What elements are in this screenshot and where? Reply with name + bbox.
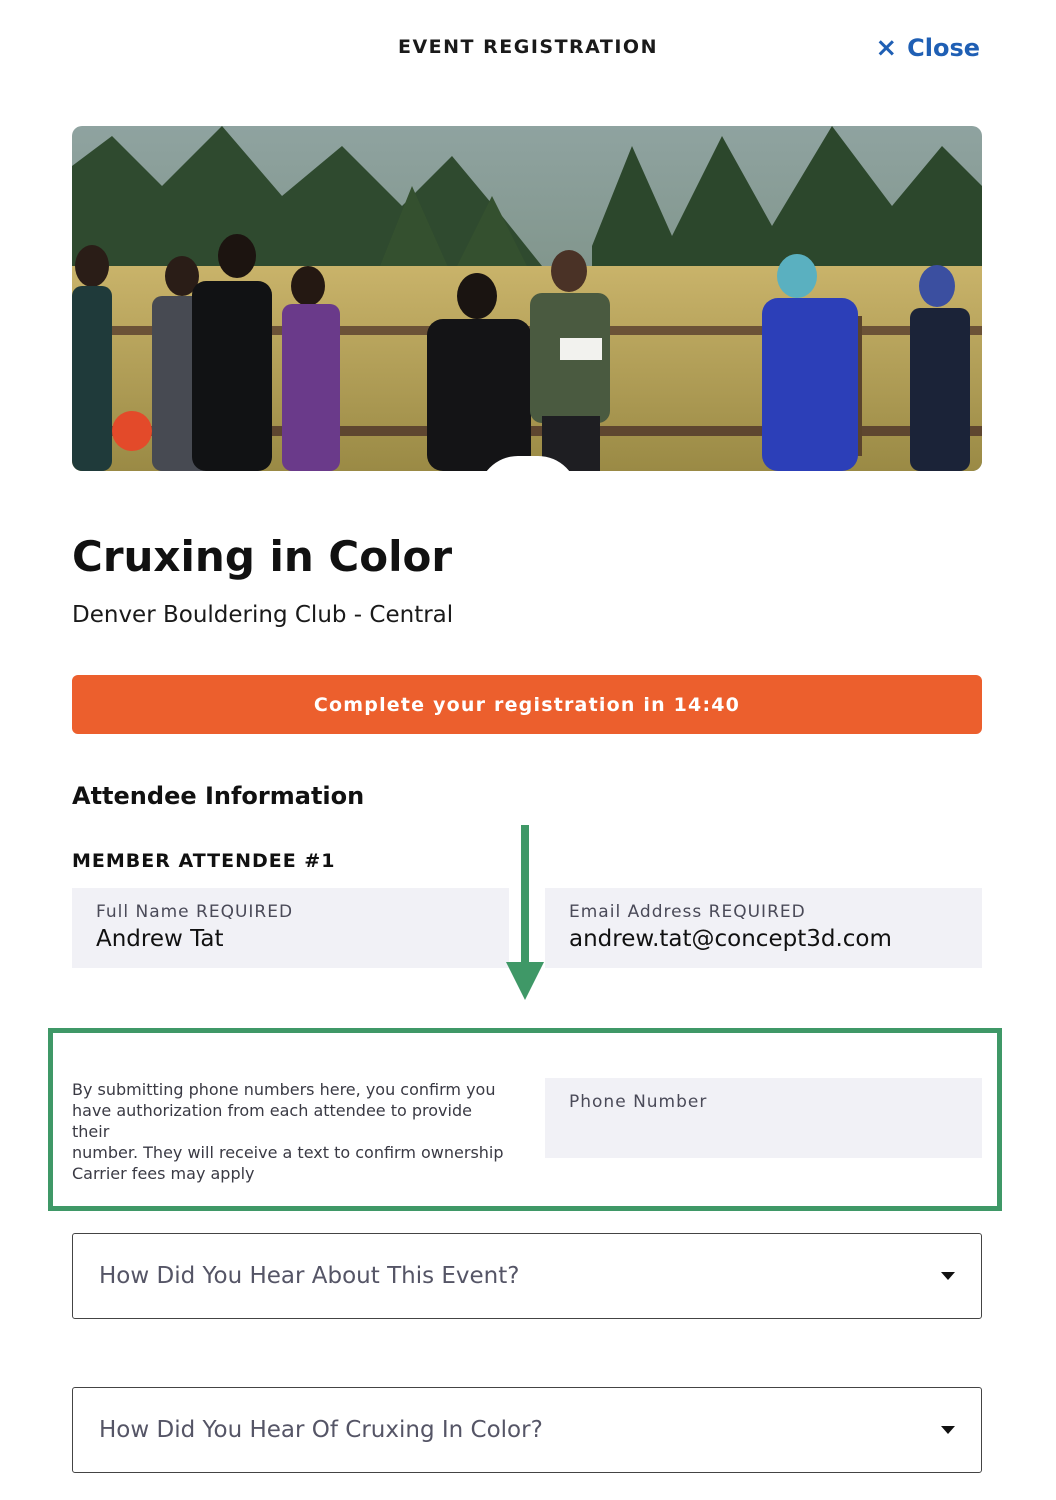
email-value[interactable]: andrew.tat@concept3d.com <box>569 926 892 952</box>
full-name-label: Full Name REQUIRED <box>96 902 294 922</box>
full-name-field[interactable] <box>72 888 509 968</box>
phone-number-field[interactable] <box>545 1078 982 1158</box>
hear-about-event-select[interactable] <box>72 1233 982 1319</box>
close-label: Close <box>907 34 980 62</box>
hear-of-cruxing-select[interactable] <box>72 1387 982 1473</box>
annotation-arrow-icon <box>500 825 550 1005</box>
event-title: Cruxing in Color <box>72 532 453 581</box>
phone-disclaimer-line: Carrier fees may apply <box>72 1164 255 1183</box>
modal-header-title: EVENT REGISTRATION <box>397 36 658 58</box>
phone-disclaimer-line: number. They will receive a text to confirm ownership <box>72 1143 504 1162</box>
hear-about-event-placeholder: How Did You Hear About This Event? <box>99 1263 520 1289</box>
email-label: Email Address REQUIRED <box>569 902 806 922</box>
event-hero-image <box>72 126 982 471</box>
email-field[interactable] <box>545 888 982 968</box>
phone-disclaimer-line: By submitting phone numbers here, you confirm you <box>72 1080 496 1099</box>
phone-disclaimer-line: have authorization from each attendee to provide their <box>72 1101 472 1141</box>
phone-number-label: Phone Number <box>569 1092 708 1112</box>
full-name-value[interactable]: Andrew Tat <box>96 926 224 952</box>
attendee-information-heading: Attendee Information <box>72 782 365 810</box>
event-location: Denver Bouldering Club - Central <box>72 602 454 628</box>
hear-of-cruxing-placeholder: How Did You Hear Of Cruxing In Color? <box>99 1417 543 1443</box>
member-attendee-heading: MEMBER ATTENDEE #1 <box>72 850 336 872</box>
close-button[interactable] <box>875 34 980 62</box>
phone-disclaimer <box>72 1079 512 1184</box>
caret-down-icon <box>941 1426 955 1434</box>
caret-down-icon <box>941 1272 955 1280</box>
registration-timer-banner: Complete your registration in 14:40 <box>72 675 982 734</box>
close-icon: × <box>875 33 898 63</box>
